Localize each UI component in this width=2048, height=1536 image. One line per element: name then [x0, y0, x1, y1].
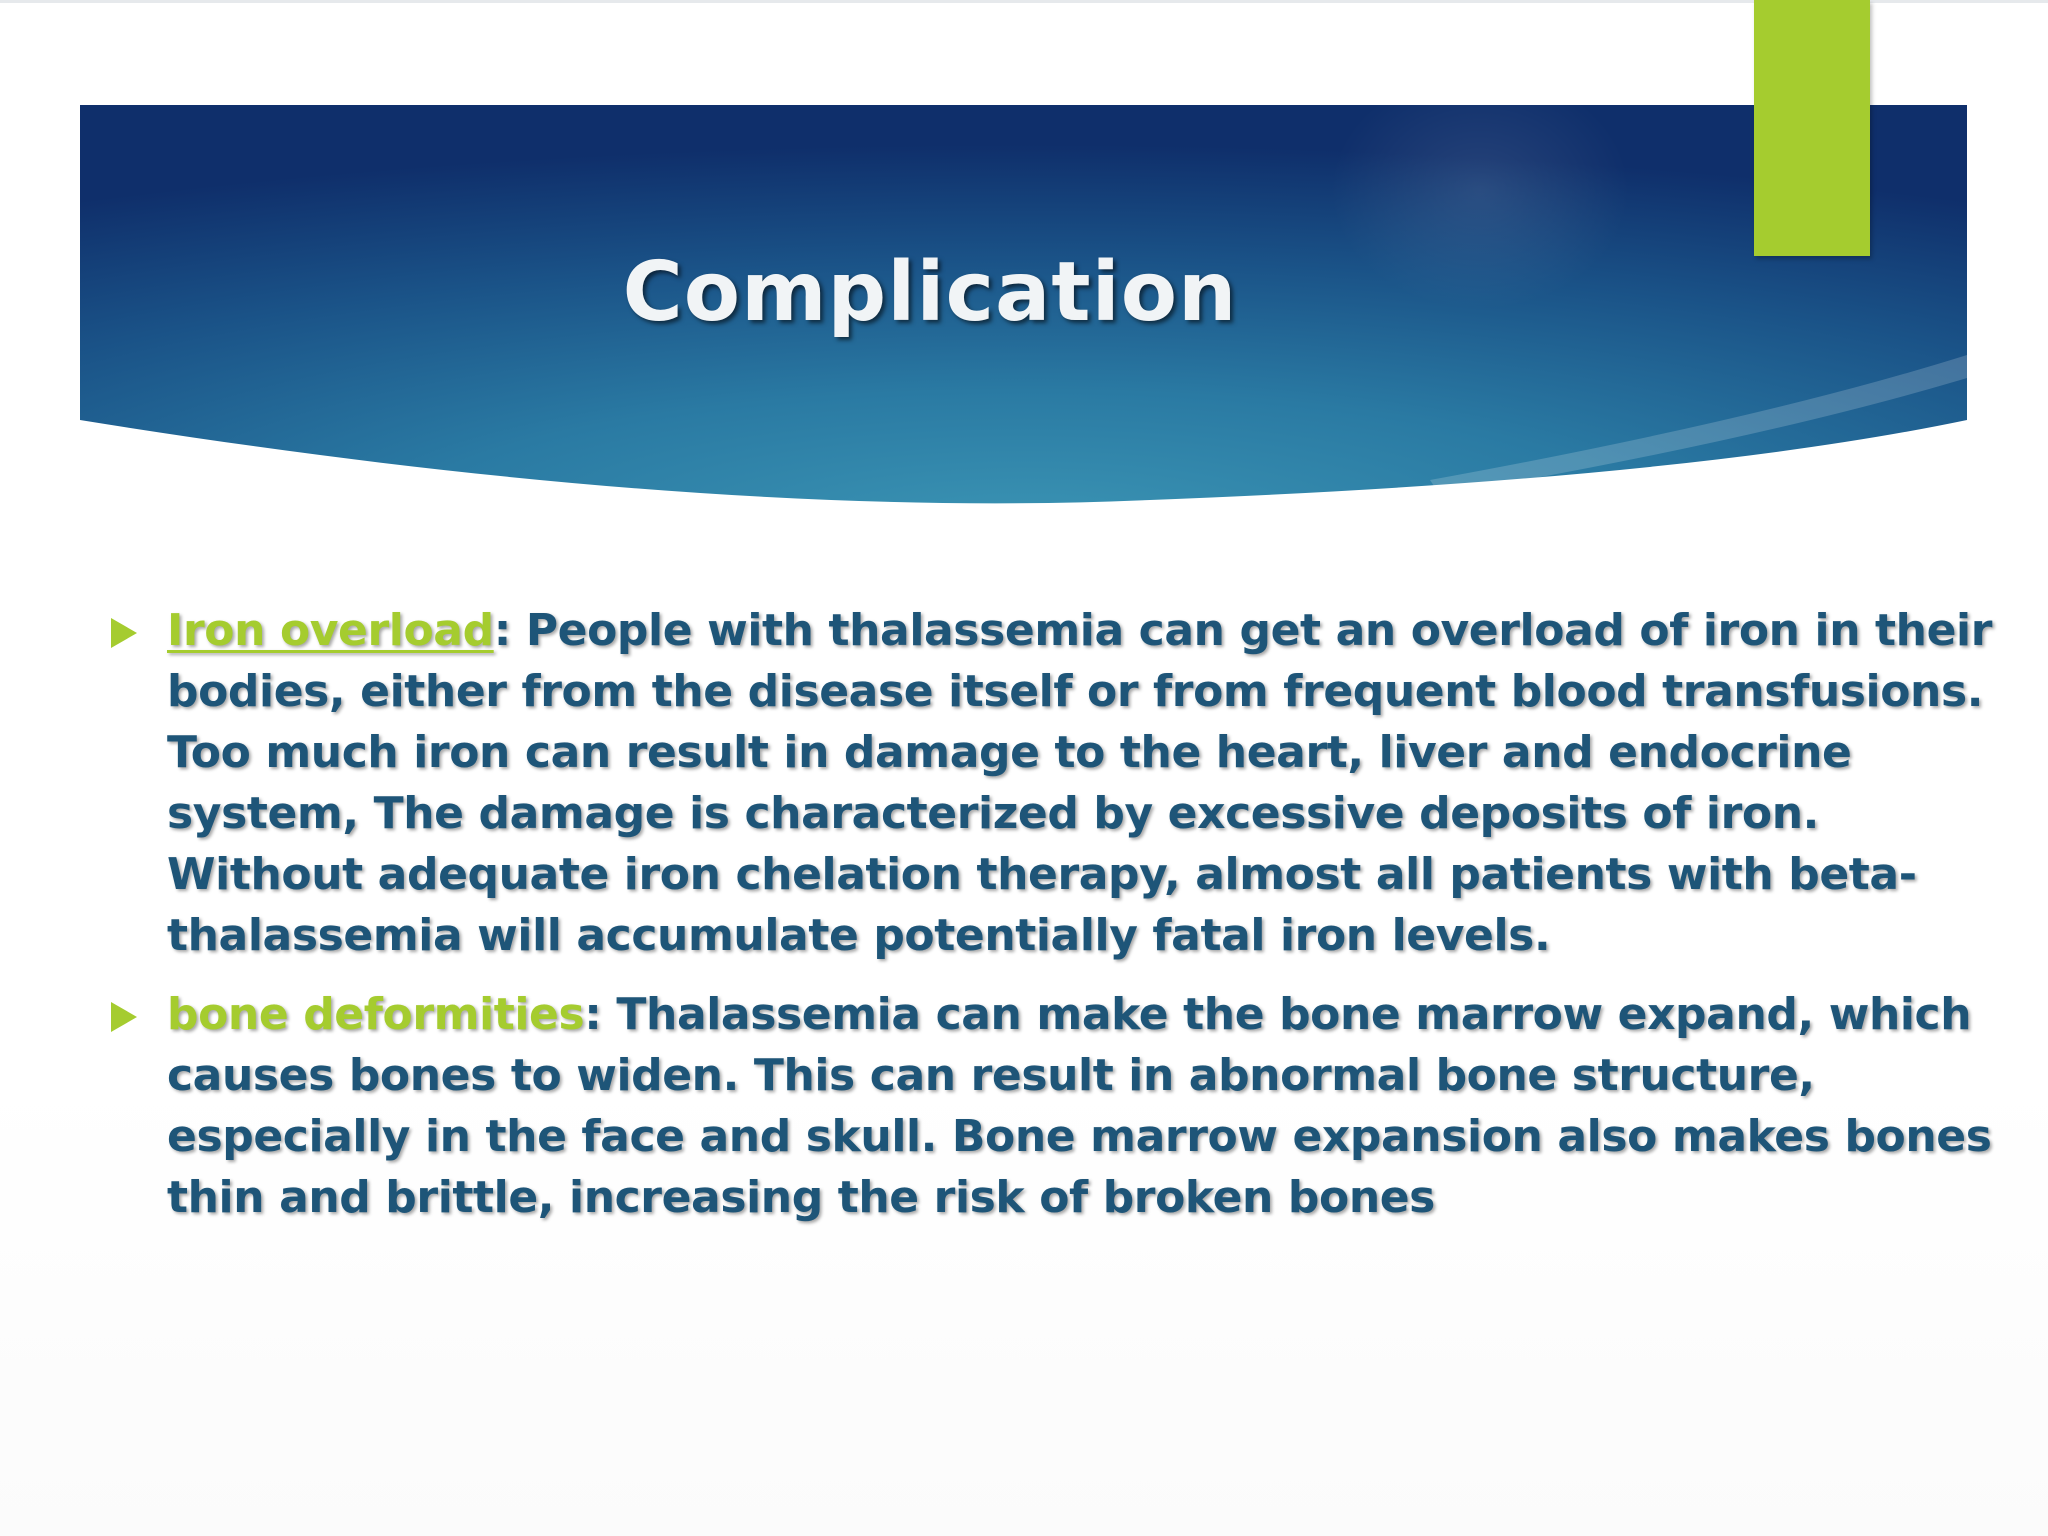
bullet-item-bone-deformities — [105, 984, 2025, 1228]
term-link-iron-overload[interactable]: Iron overload — [167, 605, 494, 656]
bullet-list — [105, 600, 2025, 1246]
banner-glow — [1330, 70, 1630, 310]
slide-title: Complication — [622, 245, 1238, 340]
bullet-text: : Thalassemia can make the bone marrow expand, which causes bones to widen. This can result in abnormal bone structure, especially in the face and skull. Bone marrow expansion also makes bones thin and brittle, increasing the risk of broken bones — [167, 989, 1992, 1223]
triangle-right-icon — [111, 618, 137, 648]
triangle-right-icon — [111, 1002, 137, 1032]
accent-tab — [1754, 0, 1870, 256]
bullet-item-iron-overload — [105, 600, 2025, 966]
term-bone-deformities: bone deformities — [167, 989, 585, 1040]
bullet-text: : People with thalassemia can get an overload of iron in their bodies, either from the disease itself or from frequent blood transfusions. Too much iron can result in damage to the heart, liver and endocrine system, The damage is characterized by excessive deposits of iron. Without adequate iron chelation therapy, almost all patients with beta-thalassemia will accumulate potentially fatal iron levels. — [167, 605, 1993, 961]
